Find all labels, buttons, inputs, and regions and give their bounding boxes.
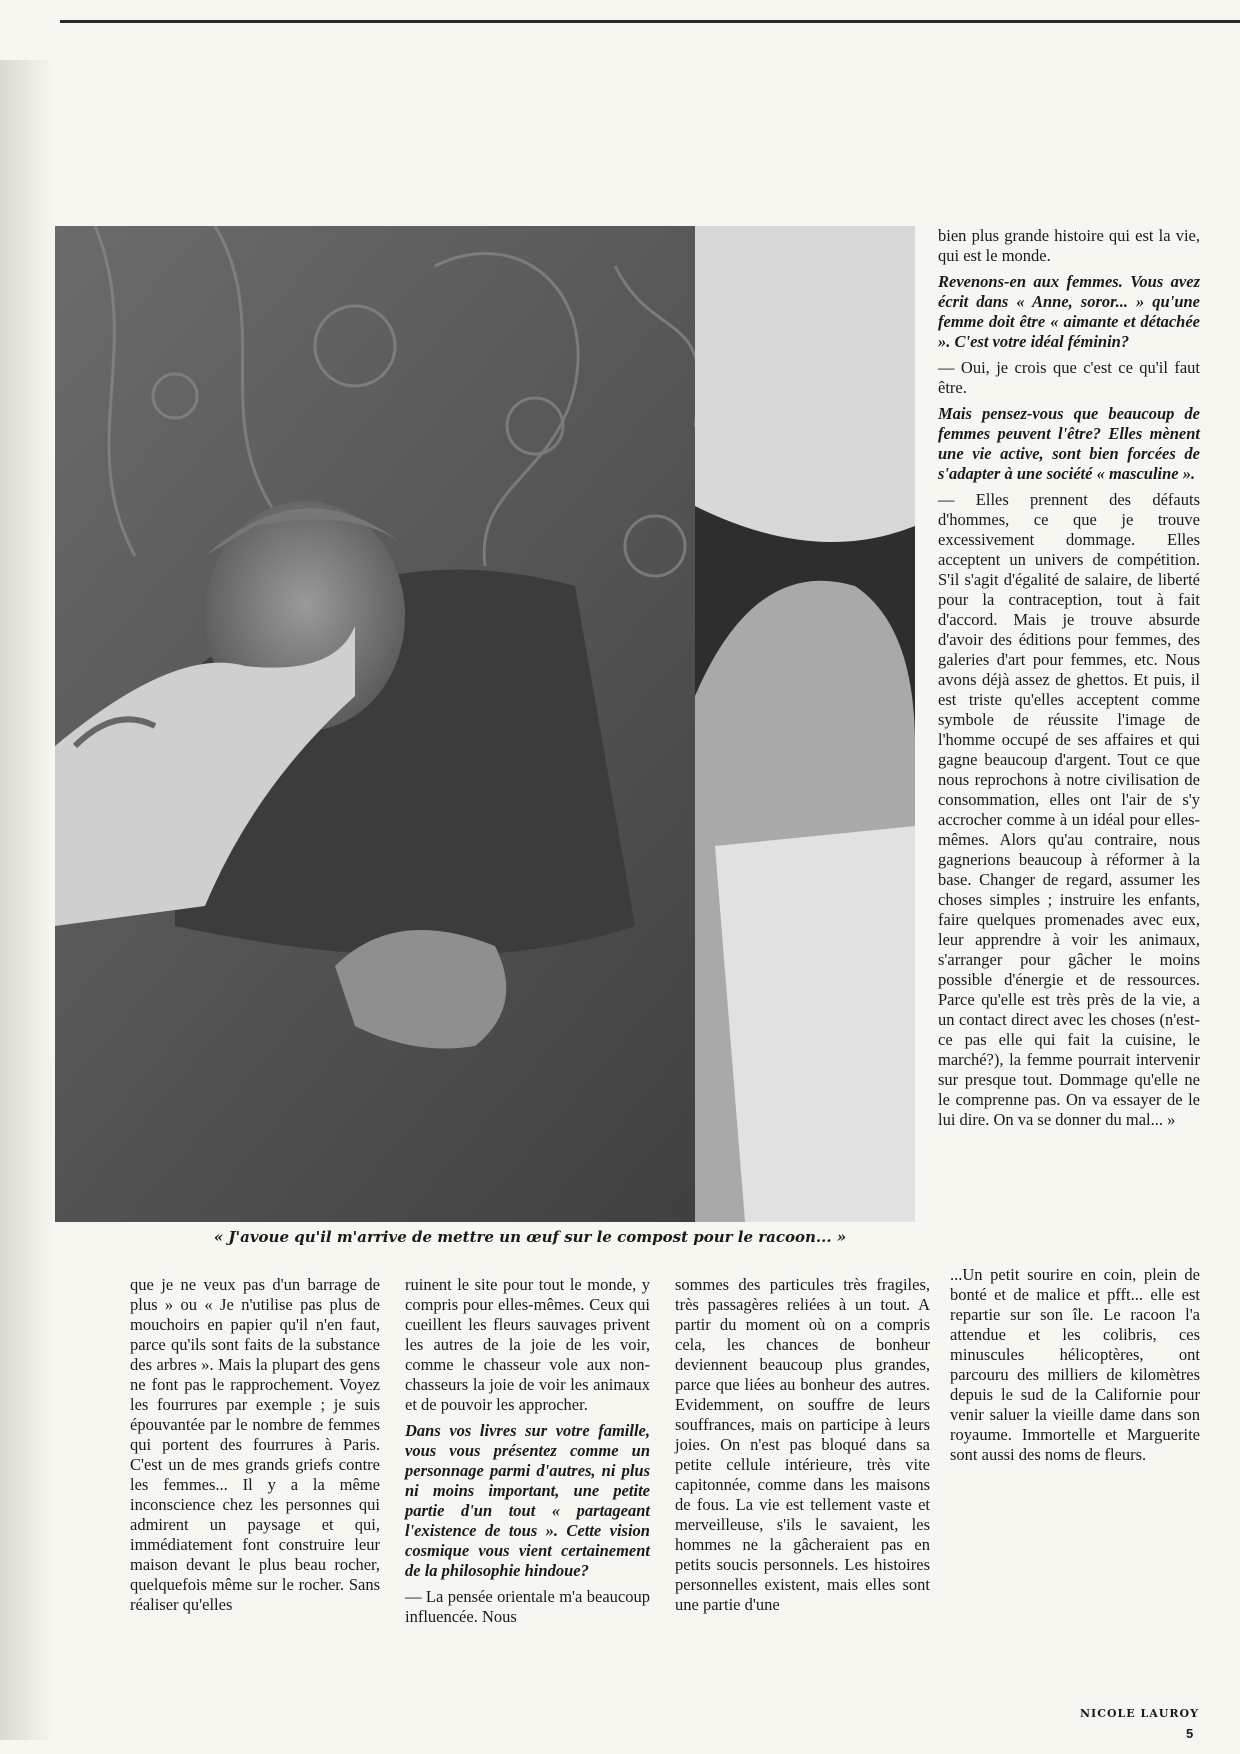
column-4 [950,1265,1200,1471]
article-paragraph: ruinent le site pour tout le monde, y compris pour elles-mêmes. Ceux qui cueillent les fleurs sauvages privent les autres de la joie de les voir, comme le chasseur vole aux non-chasseurs la joie de voir les animaux et de pouvoir les approcher. [405,1275,650,1414]
author-signature: NICOLE LAUROY [1080,1707,1199,1720]
interview-question: Dans vos livres sur votre famille, vous vous présentez comme un personnage parmi d'autres, ni plus ni moins important, une petite partie d'un tout « partageant l'existence de tous ». Cette vision cosmique vous vient certainement de la philosophie hindoue? [405,1421,650,1580]
column-1 [130,1275,380,1621]
photo-caption: « J'avoue qu'il m'arrive de mettre un œuf sur le compost pour le racoon... » [213,1228,847,1246]
right-column [938,226,1200,1136]
column-3 [675,1275,930,1621]
photo-illustration [55,226,915,1222]
column-2 [405,1275,650,1633]
article-paragraph: — Oui, je crois que c'est ce qu'il faut être. [938,358,1200,397]
page-number: 5 [1186,1726,1194,1741]
article-photo [55,226,915,1222]
article-paragraph: que je ne veux pas d'un barrage de plus » ou « Je n'utilise pas plus de mouchoirs en papier qu'il n'en faut, parce qu'ils sont faits de la substance des arbres ». Mais la plupart des gens ne font pas le rapprochement. Voyez les fourrures par exemple ; je suis épouvantée par le nombre de femmes qui portent des fourrures à Paris. C'est un de mes grands griefs contre les femmes... Il y a la même inconscience chez les personnes qui admirent un paysage et qui, immédiatement font construire leur maison devant le plus beau rocher, quelquefois même sur le rocher. Sans réaliser qu'elles [130,1275,380,1614]
article-paragraph: bien plus grande histoire qui est la vie, qui est le monde. [938,226,1200,265]
article-paragraph: — La pensée orientale m'a beaucoup influencée. Nous [405,1587,650,1626]
article-paragraph: — Elles prennent des défauts d'hommes, ce que je trouve excessivement dommage. Elles acceptent un univers de compétition. S'il s'agit d'égalité de salaire, de liberté pour la contraception, tout à fait d'accord. Mais je trouve absurde d'avoir des éditions pour femmes, des galeries d'art pour femmes, etc. Nous avons déjà assez de ghettos. Et puis, il est triste qu'elles acceptent comme symbole de réussite l'image de l'homme occupé de ses affaires et qui gagne beaucoup d'argent. Tout ce que nous reprochons à notre civilisation de consommation, elles ont l'air de s'y accrocher comme à un idéal pour elles-mêmes. Alors qu'au contraire, nous gagnerions beaucoup à réformer à la base. Changer de regard, assumer les choses simples ; instruire les enfants, faire quelques promenades avec eux, leur apprendre à voir les animaux, s'arranger pour gâcher le moins possible d'énergie et de ressources. Parce qu'elle est très près de la vie, a un contact direct avec les choses (n'est-ce pas elle qui fait la cuisine, le marché?), la femme pourrait intervenir sur presque tout. Dommage qu'elle ne le comprenne pas. On va essayer de le lui dire. On va se donner du mal... » [938,490,1200,1129]
scan-edge [0,60,55,1740]
top-rule [60,20,1240,23]
interview-question: Mais pensez-vous que beaucoup de femmes peuvent l'être? Elles mènent une vie active, sont bien forcées de s'adapter à une société « masculine ». [938,404,1200,483]
article-paragraph: sommes des particules très fragiles, très passagères reliées à un tout. A partir du moment où on a compris cela, les chances de bonheur deviennent beaucoup plus grandes, parce que liées au bonheur des autres. Evidemment, on souffre de leurs souffrances, mais on participe à leurs joies. On n'est pas bloqué dans sa petite cellule intérieure, très vite capitonnée, comme dans les maisons de fous. La vie est tellement vaste et merveilleuse, s'ils le savaient, les hommes ne la gâcheraient pas en petits soucis personnels. Les histoires personnelles existent, mais elles sont une partie d'une [675,1275,930,1614]
article-paragraph: ...Un petit sourire en coin, plein de bonté et de malice et pfft... elle est repartie sur son île. Le racoon l'a attendue et les colibris, ces minuscules hélicoptères, ont parcouru des milliers de kilomètres depuis le sud de la Californie pour venir saluer la vieille dame dans son royaume. Immortelle et Marguerite sont aussi des noms de fleurs. [950,1265,1200,1464]
interview-question: Revenons-en aux femmes. Vous avez écrit dans « Anne, soror... » qu'une femme doit être « aimante et détachée ». C'est votre idéal féminin? [938,272,1200,351]
